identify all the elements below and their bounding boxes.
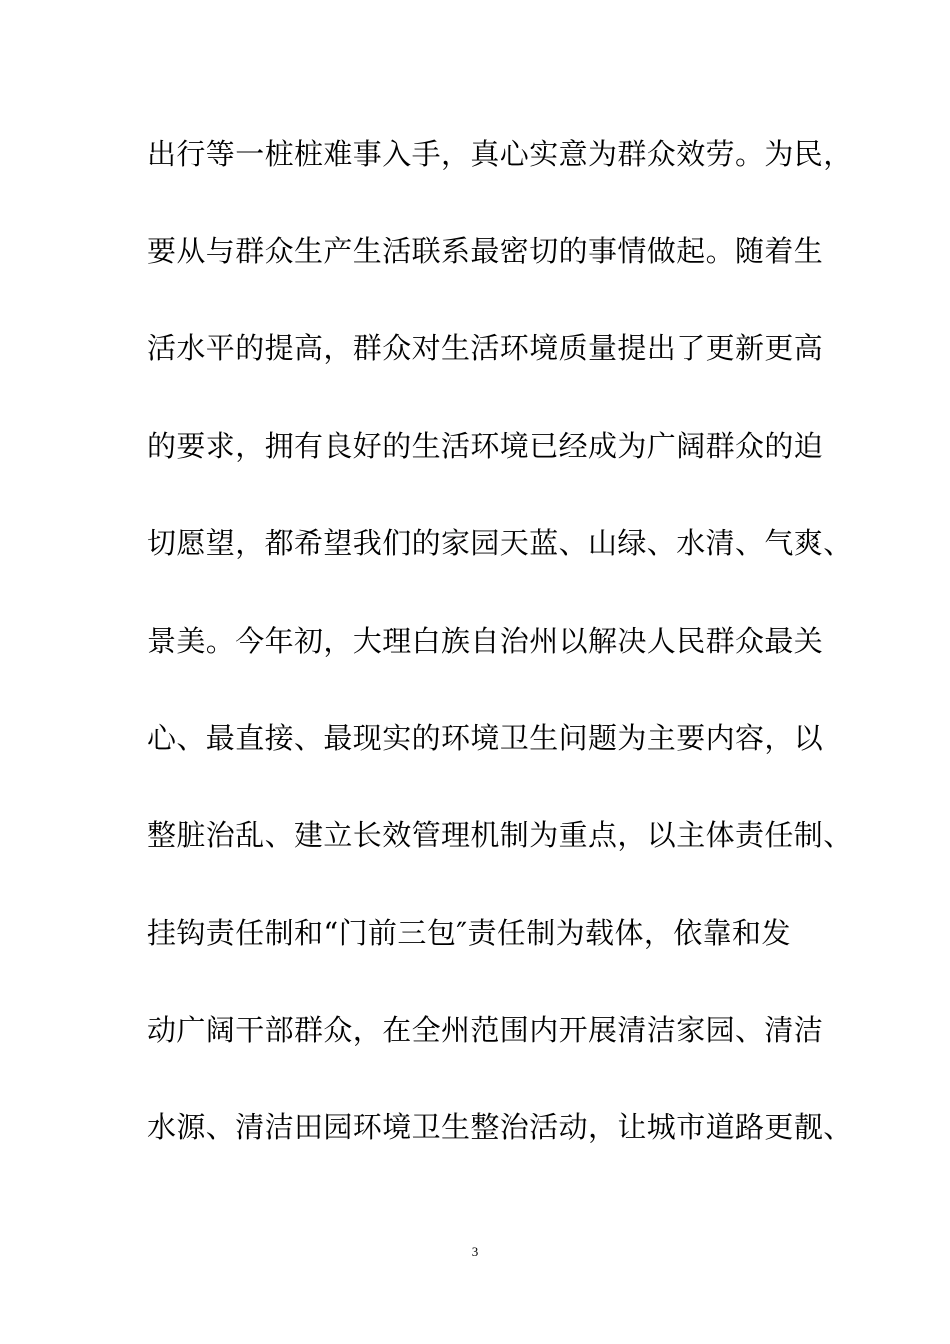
paragraph-line: 出行等一桩桩难事入手，真心实意为群众效劳。为民， <box>147 137 853 171</box>
paragraph-line: 心、最直接、最现实的环境卫生问题为主要内容，以 <box>147 721 824 755</box>
paragraph-line: 的要求，拥有良好的生活环境已经成为广阔群众的迫 <box>147 429 824 463</box>
page-number: 3 <box>471 1244 479 1259</box>
paragraph-line: 活水平的提高，群众对生活环境质量提出了更新更高 <box>147 331 824 365</box>
paragraph-line: 整脏治乱、建立长效管理机制为重点，以主体责任制、 <box>147 818 853 852</box>
paragraph-line: 切愿望，都希望我们的家园天蓝、山绿、水清、气爽、 <box>147 526 853 560</box>
paragraph-line: 水源、清洁田园环境卫生整治活动，让城市道路更靓、 <box>147 1110 853 1144</box>
paragraph-line: 景美。今年初，大理白族自治州以解决人民群众最关 <box>147 624 824 658</box>
paragraph-line: 动广阔干部群众，在全州范围内开展清洁家园、清洁 <box>147 1013 824 1047</box>
paragraph-line: 挂钩责任制和“门前三包″责任制为载体，依靠和发 <box>147 916 791 950</box>
paragraph-line: 要从与群众生产生活联系最密切的事情做起。随着生 <box>147 234 824 268</box>
